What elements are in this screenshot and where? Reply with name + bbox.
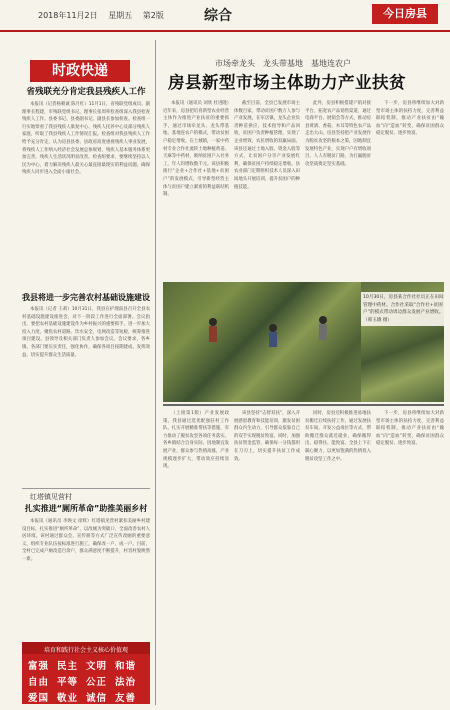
core-value: 爱国 — [28, 693, 50, 704]
article3-title: 扎实推进“厕所革命”助推美丽乡村 — [24, 504, 148, 513]
main-col-2 — [234, 100, 300, 280]
field-photo-main — [163, 282, 361, 402]
person-head-icon — [209, 318, 217, 326]
person-body-icon — [319, 324, 327, 340]
person-body-icon — [209, 326, 217, 342]
divider — [22, 488, 150, 489]
lower-col-3-text: 同时，房县还积极推进易地扶贫搬迁后续扶持工作，通过发展扶贫车间、开发公益岗位等方式，帮助搬迁群众就近就业，确保搬得出、稳得住、能致富。全县上下正凝心聚力，以更加饱满的热情投入脱贫攻坚工作之中。 — [305, 411, 371, 462]
article2-body — [22, 306, 150, 484]
article1-title: 省残联充分肯定我县残疾人工作 — [26, 87, 146, 97]
main-col-4-text: 下一步，房县将继续加大对新型市场主体的扶持力度，完善利益联结机制，推动产业扶贫由“输血”向“造血”转变，确保贫困群众稳定脱贫、逐步致富。 — [376, 101, 444, 137]
article3-text: 本报讯（通讯员 李焕文 徐辉）红塔镇见营村紧扣美丽乡村建设目标，扎实推进“厕所革命”，以改厕为突破口，全面改善农村人居环境。该村通过群众会、宣传册等方式广泛宣传改厕的重要意义，组织专业队伍按标准进行施工，确保改一户、成一户。目前，全村已完成户厕改造百余户，群众满意度不断提升，村容村貌焕然一新。 — [22, 519, 150, 562]
main-title: 房县新型市场主体助力产业扶贫 — [168, 73, 406, 92]
core-values-grid — [22, 654, 150, 708]
newspaper-logo: 今日房县 — [372, 4, 438, 24]
section-band-politics: 时政快递 — [30, 60, 130, 82]
field-photo-figures — [163, 282, 361, 402]
core-value: 富强 — [28, 661, 50, 672]
core-value: 民主 — [57, 661, 79, 672]
core-value: 平等 — [57, 677, 79, 688]
core-value: 文明 — [86, 661, 108, 672]
core-value: 公正 — [86, 677, 108, 688]
article3-body — [22, 518, 150, 638]
main-col-2-text: 截至目前，全县已发展市场主体数百家，带动贫困户数万人参与产业发展。在军店镇，龙头企业负责种苗供应、技术指导和产品回收，贫困户负责种植管理，实现了企业增效、农民增收的双赢局面。该县还通过土地入股、资金入股等方式，让贫困户分享产业发展红利，确保贫困户持续稳定增收。县农业部门定期组织技术人员深入田间地头开展培训，提升贫困户的种植技能。 — [234, 101, 300, 190]
core-value: 诚信 — [86, 693, 108, 704]
divider — [163, 404, 444, 406]
lower-col-4-text: 下一步，房县将继续加大对新型市场主体的扶持力度，完善利益联结机制，推动产业扶贫由“输血”向“造血”转变，确保贫困群众稳定脱贫、逐步致富。 — [376, 411, 444, 447]
core-value: 自由 — [28, 677, 50, 688]
lower-col-1-text: （上接第1版）产业发展政策，我县通过选优配强驻村工作队、扎实开展精准帮扶等措施，有力推动了脱贫攻坚各项任务落实。各乡镇结合自身实际，因地制宜发展产业，群众参与热情高涨，产业规模逐步扩大，带动效应持续显现。 — [163, 411, 229, 470]
lower-col-2-text: 该县坚持“志智双扶”，深入开展感恩教育和技能培训，激发贫困群众内生动力，引导群众依靠自己的双手实现脱贫致富。同时，加强扶贫资金监管，确保每一分钱都用在刀刃上，切实提升扶贫工作成效。 — [234, 411, 300, 462]
issue-page: 第2版 — [142, 11, 164, 20]
issue-meta — [38, 10, 164, 21]
main-col-1 — [163, 100, 229, 280]
core-values-title: 培育和践行社会主义核心价值观 — [22, 642, 150, 654]
core-value: 法治 — [115, 677, 137, 688]
issue-weekday: 星期五 — [108, 11, 133, 20]
article2-text: 本报讯（记者 王莉）10月31日，我县在护理南县召开全县农村基础设施建设推进会，对下一阶段工作进行全面部署。会议指出，要把农村基础设施建设作为乡村振兴的重要抓手，进一步加大投入力度，聚焦农村道路、饮水安全、电网改造等短板，统筹推进项目建设。县领导及相关部门负责人参加会议。会议要求，各乡镇、各部门要压实责任，强化协作，确保各项目按期建成、发挥效益，切实提升群众生活质量。 — [22, 307, 150, 358]
core-value: 敬业 — [57, 693, 79, 704]
main-col-1-text: 本报讯（通讯员 刘欣 杜进隆）近年来，房县把培育新型农业经营主体作为推进产业扶贫的重要抓手，通过市场牵龙头、龙头带基地、基地连农户的模式，带动贫困户稳定增收。在土城镇，一家中药材专业合作社流转土地种植黄姜、天麻等中药材，吸纳贫困户入社务工，年人均增收数千元。该县积极推行“企业+合作社+基地+贫困户”的发展模式，引导新型经营主体与贫困户建立紧密的利益联结机制。 — [163, 101, 229, 198]
masthead — [0, 0, 450, 32]
article1-body — [22, 101, 150, 287]
core-values-box — [22, 642, 150, 704]
article1-text: 本报讯（记者杨朝诚 陈月红）11月1日，省残联党组成员、副理事长程建，市残联党组书记、理事长张周率检查组深入我县检查残疾人工作。县委书记、县委副书记、副县长参加检查。检查组一行实地察看了我县残疾人康复中心、残疾人托养中心及部分残疾人家庭，听取了我县残疾人工作情况汇报。检查组对我县残疾人工作给予充分肯定，认为房县县委、县政府高度重视残疾人事业发展，将残疾人工作纳入经济社会发展总体规划，残疾人基本服务体系更加完善，残疾人生活状况明显改善。检查组要求，要继续坚持以人民为中心，着力解决残疾人最关心最直接最现实的利益问题，确保残疾人同步进入全面小康社会。 — [22, 102, 150, 176]
person-head-icon — [269, 324, 277, 332]
person-head-icon — [319, 316, 327, 324]
lower-col-4 — [376, 410, 444, 700]
lower-col-3 — [305, 410, 371, 700]
core-value: 友善 — [115, 693, 137, 704]
article3-kicker: 红塔镇见营村 — [30, 493, 72, 501]
main-col-3 — [305, 100, 371, 280]
column-divider — [155, 40, 156, 705]
main-kicker: 市场牵龙头 龙头带基地 基地连农户 — [215, 59, 351, 68]
person-body-icon — [269, 332, 277, 347]
section-title: 综合 — [204, 8, 232, 24]
main-col-3-text: 此外，房县积极搭建产销对接平台，拓宽农产品销售渠道，通过电商平台、展销会等方式，推动房县黄酒、香菇、木耳等特色农产品走出大山。房县坚持把产业发展作为脱贫攻坚的根本之策，因地制宜发展特色产业，实现户户有增收项目、人人有脱贫门路，为打赢脱贫攻坚战奠定坚实基础。 — [305, 101, 371, 167]
main-col-4 — [376, 100, 444, 280]
issue-date: 2018年11月2日 — [38, 11, 98, 20]
article2-title: 我县将进一步完善农村基础设施建设 — [22, 293, 150, 302]
lower-col-2 — [234, 410, 300, 700]
lower-col-1 — [163, 410, 229, 700]
photo-caption: 10月30日，房县某合作社社员正在田间管理中药材。合作社采取“合作社+贫困户”的模式带动周边群众发展产业增收。（邢玉娥 摄） — [361, 292, 447, 326]
core-value: 和谐 — [115, 661, 137, 672]
